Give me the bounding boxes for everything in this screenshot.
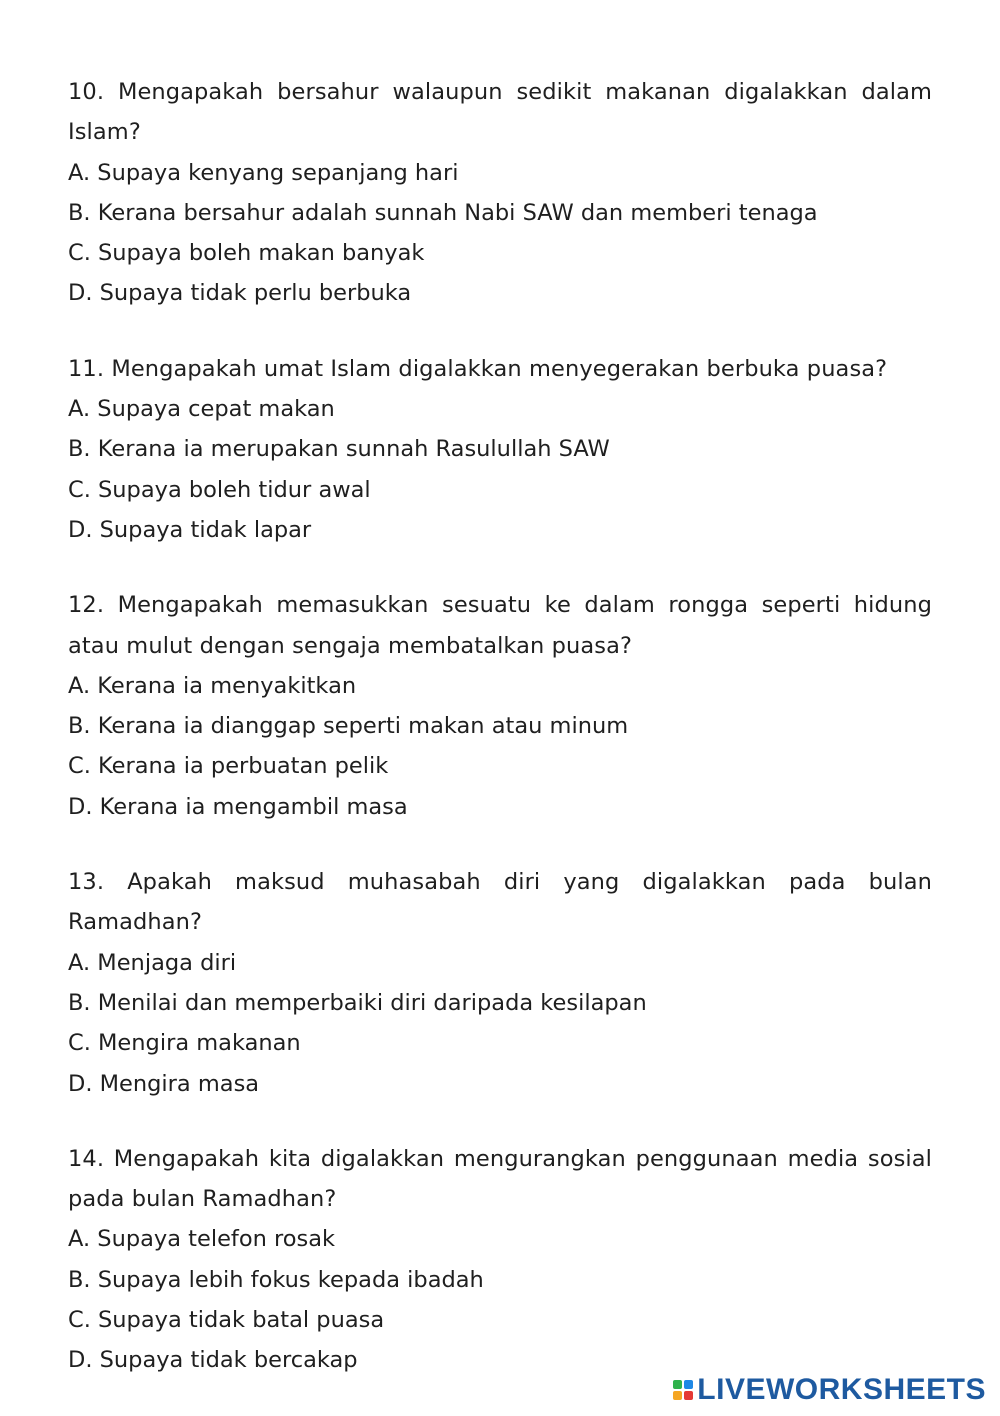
option-d: D. Supaya tidak lapar xyxy=(68,516,312,543)
option-c: C. Supaya boleh makan banyak xyxy=(68,240,425,267)
question-14 xyxy=(68,1139,932,1381)
question-text: 13. Apakah maksud muhasabah diri yang digalakkan pada bulan Ramadhan? xyxy=(68,869,932,936)
option-b: B. Kerana ia dianggap seperti makan atau minum xyxy=(68,713,629,740)
option-c: C. Supaya boleh tidur awal xyxy=(68,476,371,503)
question-11 xyxy=(68,349,932,550)
logo-cell xyxy=(673,1391,682,1400)
question-text: 10. Mengapakah bersahur walaupun sedikit makanan digalakkan dalam Islam? xyxy=(68,79,932,146)
option-d: D. Supaya tidak perlu berbuka xyxy=(68,280,412,307)
question-10 xyxy=(68,72,932,314)
question-13 xyxy=(68,862,932,1104)
option-c: C. Supaya tidak batal puasa xyxy=(68,1307,385,1334)
logo-cell xyxy=(684,1380,693,1389)
option-a: A. Supaya cepat makan xyxy=(68,396,335,423)
liveworksheets-logo-icon xyxy=(673,1380,693,1400)
question-text: 12. Mengapakah memasukkan sesuatu ke dalam rongga seperti hidung atau mulut dengan sengaja membatalkan puasa? xyxy=(68,592,932,659)
watermark-text: LIVEWORKSHEETS xyxy=(697,1373,986,1406)
option-b: B. Menilai dan memperbaiki diri daripada kesilapan xyxy=(68,989,647,1016)
logo-cell xyxy=(684,1391,693,1400)
option-a: A. Menjaga diri xyxy=(68,949,237,976)
option-a: A. Kerana ia menyakitkan xyxy=(68,672,357,699)
option-d: D. Mengira masa xyxy=(68,1070,260,1097)
question-12 xyxy=(68,585,932,827)
option-c: C. Mengira makanan xyxy=(68,1030,301,1057)
question-text: 11. Mengapakah umat Islam digalakkan menyegerakan berbuka puasa? xyxy=(68,355,888,382)
option-d: D. Kerana ia mengambil masa xyxy=(68,793,408,820)
liveworksheets-watermark xyxy=(673,1375,986,1405)
option-c: C. Kerana ia perbuatan pelik xyxy=(68,753,389,780)
option-b: B. Kerana ia merupakan sunnah Rasulullah SAW xyxy=(68,436,610,463)
worksheet-page xyxy=(68,72,932,1416)
option-d: D. Supaya tidak bercakap xyxy=(68,1347,358,1374)
option-b: B. Kerana bersahur adalah sunnah Nabi SAW dan memberi tenaga xyxy=(68,199,818,226)
option-a: A. Supaya kenyang sepanjang hari xyxy=(68,159,459,186)
question-text: 14. Mengapakah kita digalakkan mengurangkan penggunaan media sosial pada bulan Ramadhan? xyxy=(68,1145,932,1213)
option-a: A. Supaya telefon rosak xyxy=(68,1226,336,1253)
option-b: B. Supaya lebih fokus kepada ibadah xyxy=(68,1266,484,1293)
logo-cell xyxy=(673,1380,682,1389)
